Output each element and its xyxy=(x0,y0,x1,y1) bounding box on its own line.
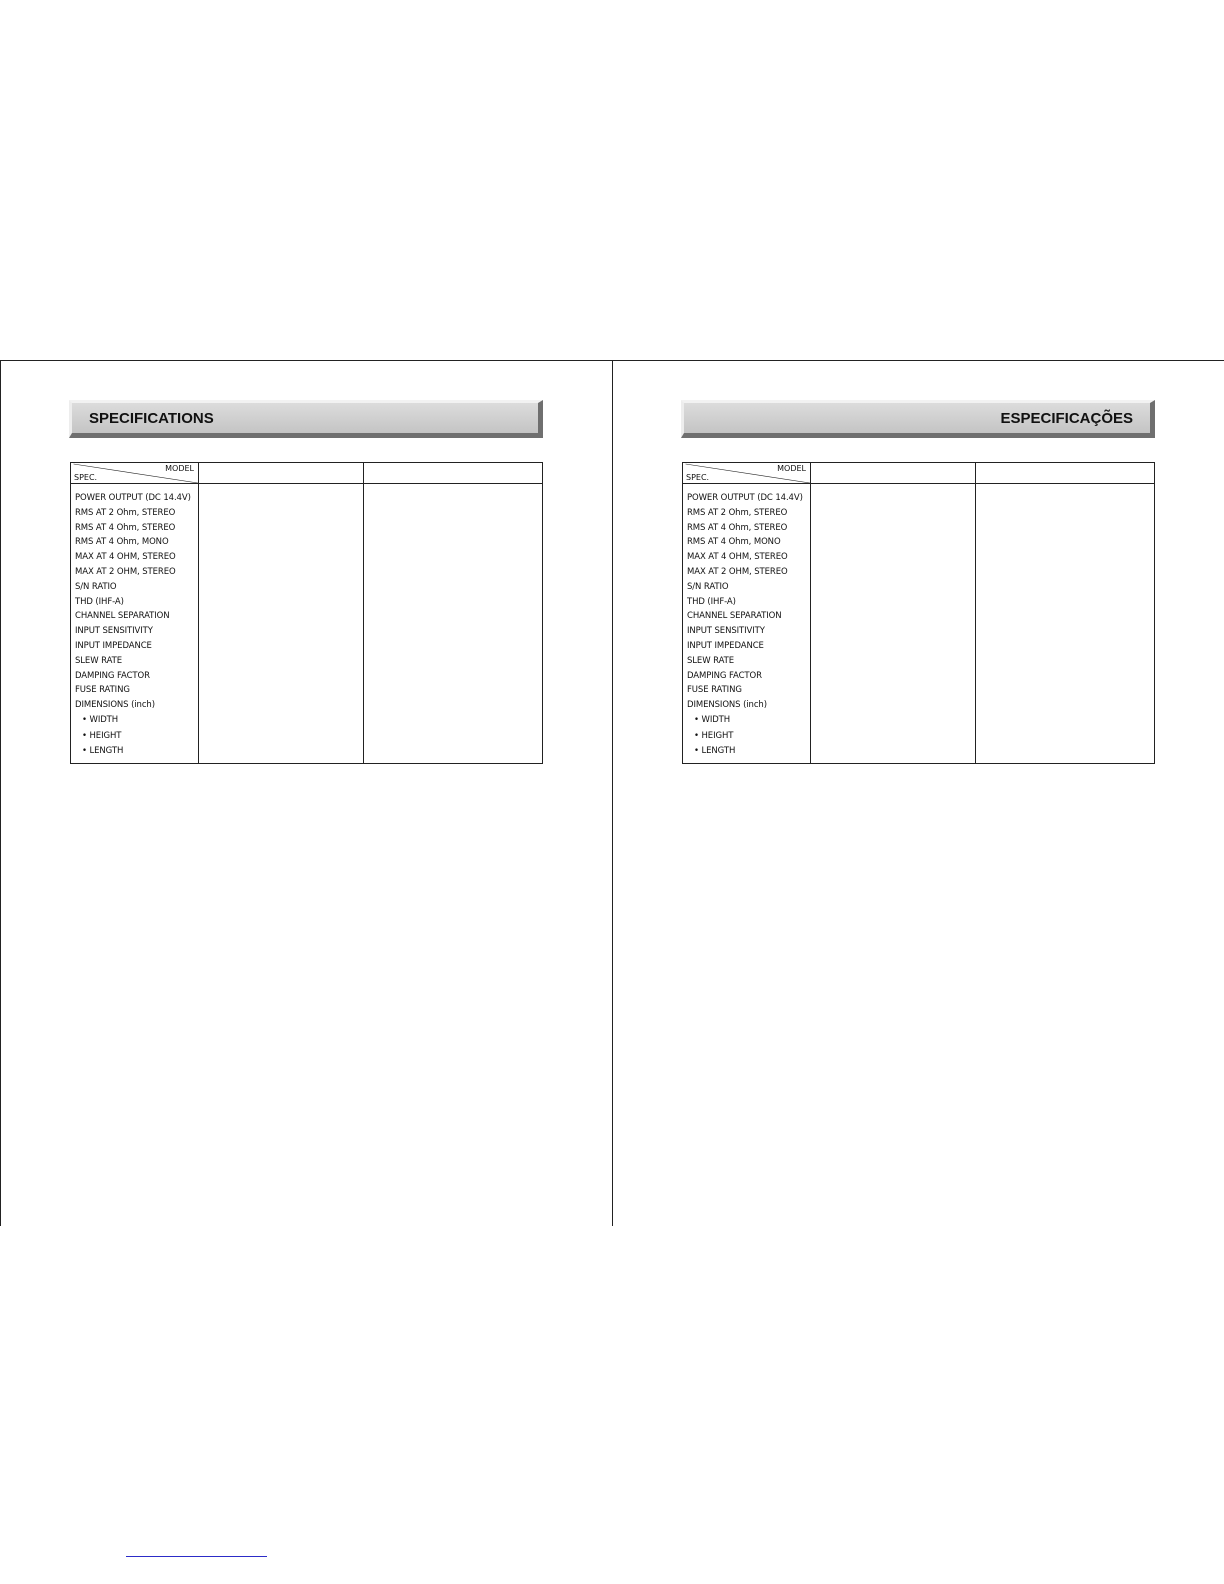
model-column-2-header xyxy=(364,463,543,484)
spec-row-label: RMS AT 4 Ohm, STEREO xyxy=(687,522,788,533)
spec-row-label: RMS AT 2 Ohm, STEREO xyxy=(687,507,788,518)
spec-labels-cell xyxy=(683,484,811,764)
spec-row-label: FUSE RATING xyxy=(75,685,130,696)
spec-row-label: THD (IHF-A) xyxy=(75,596,124,607)
model-label: MODEL xyxy=(165,464,194,473)
model-column-2-header xyxy=(976,463,1155,484)
spec-row-label: POWER OUTPUT (DC 14.4V) xyxy=(687,493,803,503)
spec-row-label: DIMENSIONS (inch) xyxy=(75,700,155,711)
corner-header-cell xyxy=(683,463,811,484)
corner-header-cell xyxy=(71,463,199,484)
spec-row-label: RMS AT 2 Ohm, STEREO xyxy=(75,507,176,518)
section-title: SPECIFICATIONS xyxy=(89,409,214,427)
model-column-1-header xyxy=(811,463,976,484)
spec-row-label: • LENGTH xyxy=(82,746,124,757)
spec-row-label: INPUT IMPEDANCE xyxy=(75,640,152,651)
spec-row-label: MAX AT 2 OHM, STEREO xyxy=(687,566,788,577)
spec-labels-cell xyxy=(71,484,199,764)
spec-label-list xyxy=(71,484,198,763)
model-column-1-header xyxy=(199,463,364,484)
model-column-1-values xyxy=(811,484,976,764)
model-column-1-values xyxy=(199,484,364,764)
right-page xyxy=(681,400,1157,757)
spec-row-label: • WIDTH xyxy=(82,714,119,725)
spec-row-label: SLEW RATE xyxy=(75,655,122,666)
spec-row-label: THD (IHF-A) xyxy=(687,596,736,607)
spec-table xyxy=(682,462,1155,764)
spec-row-label: • LENGTH xyxy=(694,746,736,757)
spec-row-label: CHANNEL SEPARATION xyxy=(75,611,170,622)
spec-row-label: DAMPING FACTOR xyxy=(75,670,150,681)
spec-row-label: INPUT SENSITIVITY xyxy=(75,626,153,637)
spec-row-label: • WIDTH xyxy=(694,714,731,725)
spec-row-label: MAX AT 2 OHM, STEREO xyxy=(75,566,176,577)
spec-row-label: RMS AT 4 Ohm, STEREO xyxy=(75,522,176,533)
spec-label: SPEC. xyxy=(686,473,710,482)
spec-row-label: INPUT IMPEDANCE xyxy=(687,640,764,651)
spec-row-label: S/N RATIO xyxy=(75,581,117,592)
spec-row-label: SLEW RATE xyxy=(687,655,734,666)
left-page xyxy=(69,400,545,757)
spec-row-label: RMS AT 4 Ohm, MONO xyxy=(75,537,169,548)
spec-row-label: S/N RATIO xyxy=(687,581,729,592)
spec-row-label: INPUT SENSITIVITY xyxy=(687,626,765,637)
spec-row-label: • HEIGHT xyxy=(694,730,734,741)
spec-row-label: DIMENSIONS (inch) xyxy=(687,700,767,711)
left-edge-line xyxy=(0,360,1,1226)
model-column-2-values xyxy=(364,484,543,764)
section-title-banner xyxy=(681,400,1155,438)
model-column-2-values xyxy=(976,484,1155,764)
spec-row-label: RMS AT 4 Ohm, MONO xyxy=(687,537,781,548)
spec-label: SPEC. xyxy=(74,473,98,482)
model-label: MODEL xyxy=(777,464,806,473)
footer-link-underline[interactable] xyxy=(126,1556,267,1557)
spec-row-label: MAX AT 4 OHM, STEREO xyxy=(75,552,176,563)
spec-row-label: DAMPING FACTOR xyxy=(687,670,762,681)
gutter-line xyxy=(612,360,613,1226)
spec-row-label: FUSE RATING xyxy=(687,685,742,696)
spec-label-list xyxy=(683,484,810,763)
spec-row-label: • HEIGHT xyxy=(82,730,122,741)
spec-row-label: CHANNEL SEPARATION xyxy=(687,611,782,622)
spec-row-label: MAX AT 4 OHM, STEREO xyxy=(687,552,788,563)
spec-row-label: POWER OUTPUT (DC 14.4V) xyxy=(75,493,191,503)
section-title: ESPECIFICAÇÕES xyxy=(1000,409,1133,427)
spec-table xyxy=(70,462,543,764)
section-title-banner xyxy=(69,400,543,438)
